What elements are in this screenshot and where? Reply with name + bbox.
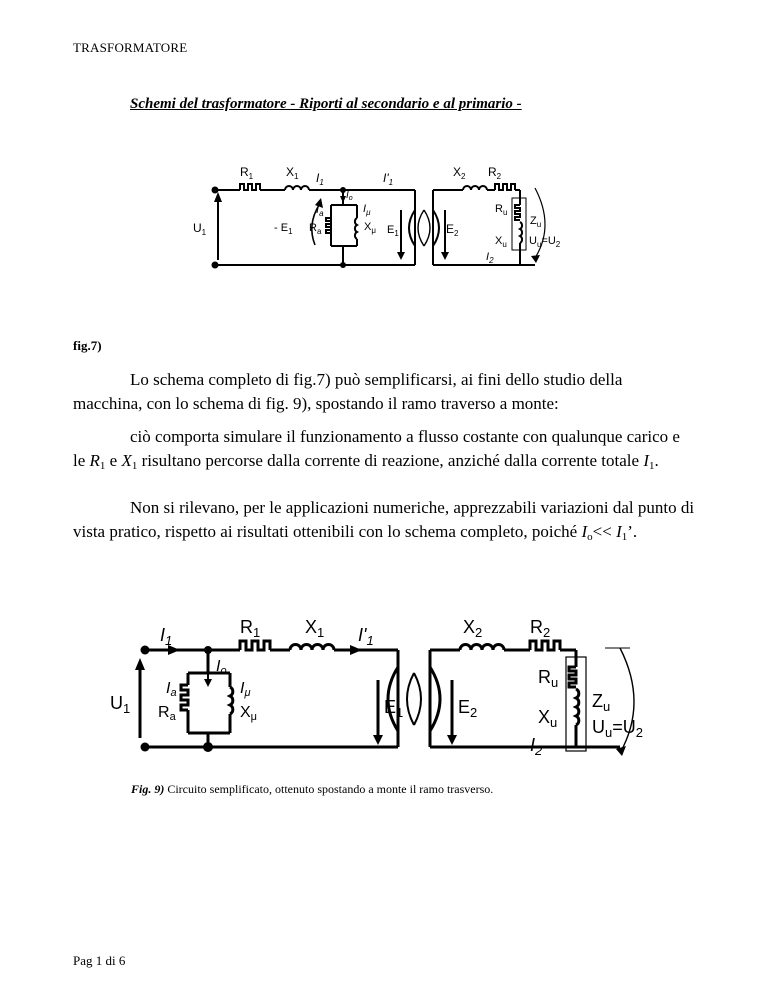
fig9-label-R1: $R_1$	[240, 617, 261, 640]
fig9-label-X1: $X_1$	[305, 617, 325, 640]
fig7-label-Zu: $Z_u$	[530, 215, 542, 229]
fig7-label-I1-prime: $I'_1$	[383, 171, 394, 187]
fig7-label-U1: $U_1$	[193, 221, 207, 237]
fig9-label-Zu: $Z_u$	[592, 691, 611, 714]
page-title: Schemi del trasformatore - Riporti al secondario e al primario -	[130, 96, 522, 112]
fig9-label-E1: $E_1$	[384, 697, 404, 720]
fig9-label-I0: Io	[216, 658, 227, 677]
fig7-label-Imu: $I_\mu$	[363, 203, 371, 217]
fig7-label-Ra: $R_a$	[309, 222, 322, 236]
fig9-label-X2: $X_2$	[463, 617, 483, 640]
fig9-label-Ia: Ia	[166, 680, 177, 699]
fig7-label-Ia: $I_a$	[316, 204, 324, 218]
fig9-label-I1-prime: $I'_1$	[358, 625, 374, 648]
page-header: TRASFORMATORE	[73, 40, 188, 55]
fig9-label-U1: $U_1$	[110, 693, 131, 716]
figure-7-label: fig.7)	[73, 338, 102, 353]
paragraph-3: Non si rilevano, per le applicazioni numeriche, apprezzabili variazioni dal punto di vista pratico, rispetto ai risultati ottenibili con lo schema completo, poiché $I_o<< I_1$’.	[73, 498, 695, 543]
figure-7-circuit	[190, 160, 590, 272]
fig9-label-Xmu: Xμ	[240, 704, 258, 723]
fig9-label-R2: $R_2$	[530, 617, 551, 640]
page-footer: Pag 1 di 6	[73, 953, 126, 968]
fig7-label-Xmu: $X_\mu$	[364, 221, 376, 235]
fig7-label-I2: $I_2$	[486, 251, 494, 265]
fig7-label-I1: $I_1$	[316, 171, 324, 187]
fig7-label-X2: $X_2$	[453, 165, 466, 181]
fig9-label-I2: $I_2$	[530, 735, 543, 758]
fig9-label-Uu-eq-U2: $U_u=U_2$	[592, 717, 643, 740]
paragraph-1: Lo schema completo di fig.7) può semplificarsi, ai fini dello studio della macchina, con lo schema di fig. 9), spostando il ramo traverso a monte:	[73, 370, 623, 413]
paragraph-2: ciò comporta simulare il funzionamento a flusso costante con qualunque carico e le $R_1$ e $X_1$ risultano percorse dalla corrente di reazione, anziché dalla corrente totale $I_1$.	[73, 427, 680, 472]
fig7-label-Ru: $R_u$	[495, 203, 508, 217]
fig9-label-Ra: Ra	[158, 704, 176, 723]
fig7-label-I0: $I_o$	[346, 190, 353, 202]
fig7-label-Xu: $X_u$	[495, 235, 507, 249]
fig9-label-Ru: $R_u$	[538, 667, 559, 690]
fig9-label-E2: $E_2$	[458, 697, 478, 720]
fig7-label-Uu-eq-U2: $U_u=U_2$	[529, 235, 561, 249]
fig7-label-minus-E1: - $E_1$	[274, 222, 293, 236]
fig9-label-Imu: Iμ	[240, 680, 251, 699]
fig7-label-X1: $X_1$	[286, 165, 299, 181]
fig7-label-E2: $E_2$	[446, 222, 459, 238]
figure-9-caption: Fig. 9) Circuito semplificato, ottenuto spostando a monte il ramo trasverso.	[131, 782, 494, 796]
figure-9-circuit	[100, 605, 670, 770]
fig7-label-R2: $R_2$	[488, 165, 502, 181]
fig9-label-Xu: $X_u$	[538, 707, 558, 730]
fig7-label-R1: $R_1$	[240, 165, 254, 181]
fig7-label-E1: $E_1$	[387, 224, 399, 238]
fig9-label-I1: $I_1$	[160, 625, 173, 648]
